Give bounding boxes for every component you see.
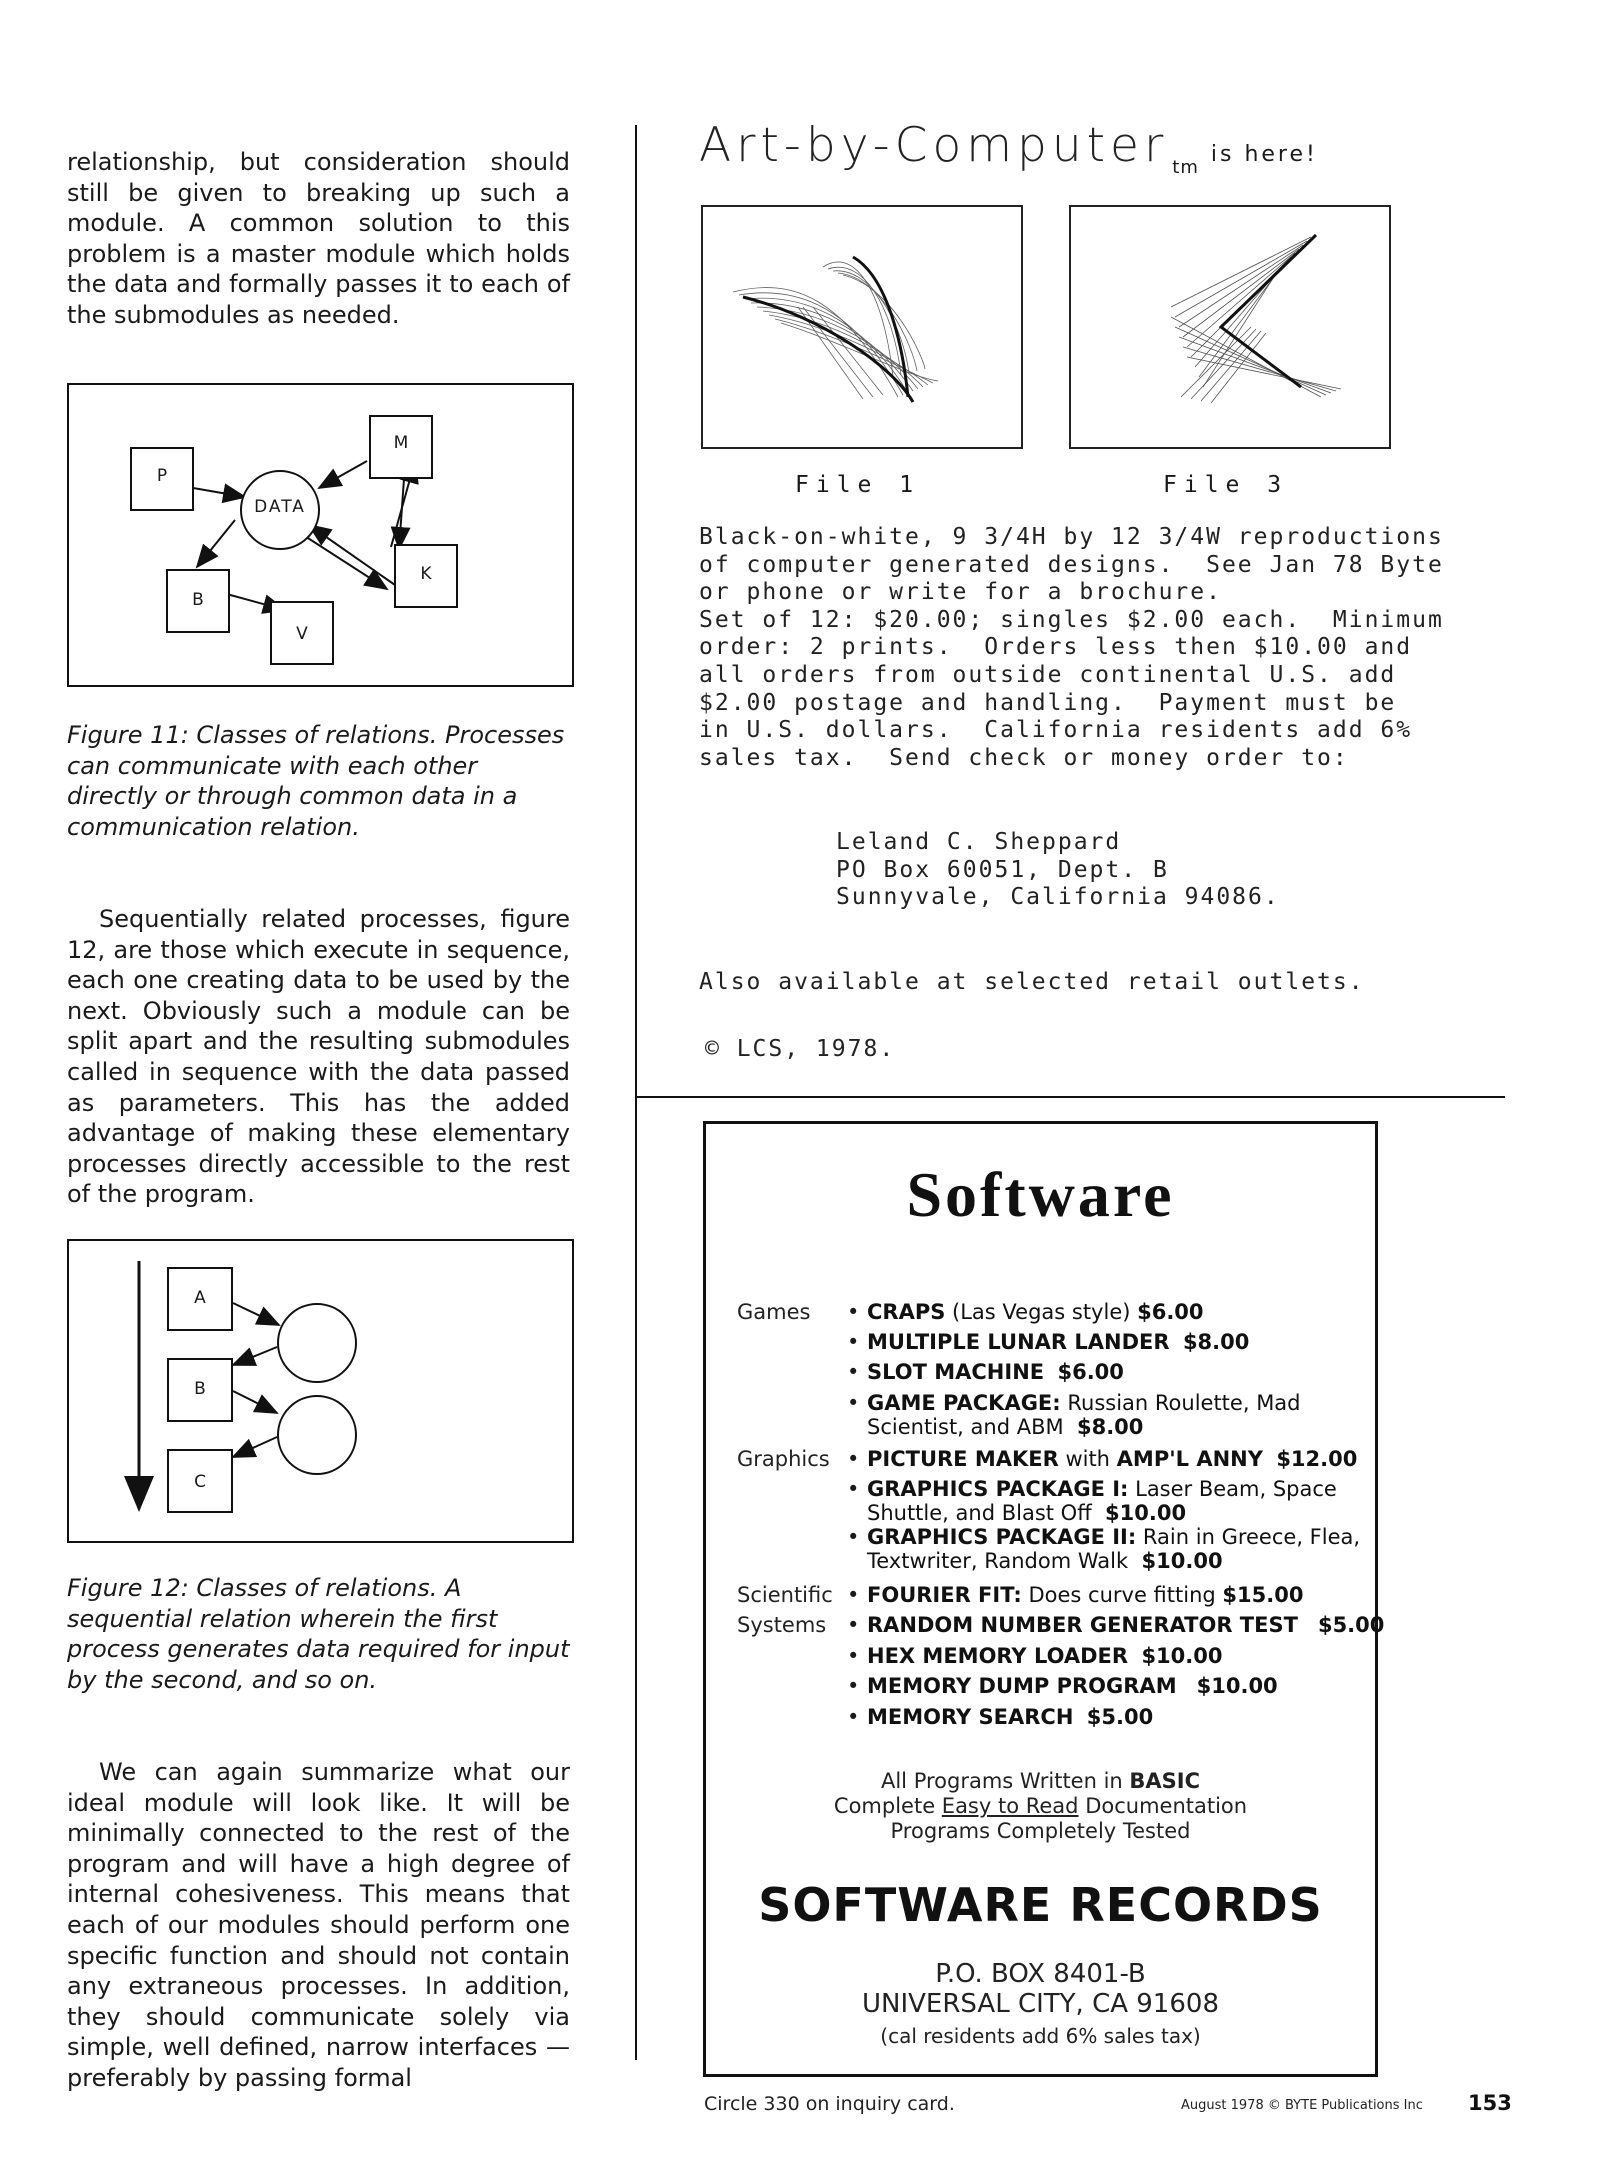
item-name: GRAPHICS PACKAGE II: bbox=[867, 1525, 1137, 1549]
figure-11-caption: Figure 11: Classes of relations. Processes can communicate with each other directly or through common data in a communication relation. bbox=[67, 721, 565, 841]
bullet: • bbox=[847, 1391, 860, 1415]
item-name: PICTURE MAKER bbox=[867, 1447, 1059, 1471]
figure-12-caption: Figure 12: Classes of relations. A sequential relation wherein the first process generates data required for input by the second, and so on. bbox=[67, 1574, 570, 1694]
publication-credit: August 1978 © BYTE Publications Inc bbox=[1181, 2098, 1423, 2113]
art-ad-line: Black-on-white, 9 3/4H by 12 3/4W reproductions bbox=[699, 524, 1444, 550]
paragraph-intro: relationship, but consideration should still be given to breaking up such a module. A common solution to this problem is a master module which holds the data and formally passes it to each of the submodules as needed. bbox=[67, 148, 570, 329]
bullet: • bbox=[847, 1300, 860, 1324]
footer-1-basic: BASIC bbox=[1129, 1769, 1201, 1793]
software-heading: Software bbox=[906, 1159, 1175, 1230]
item-price: $5.00 bbox=[1317, 1613, 1385, 1637]
address-line: Leland C. Sheppard bbox=[836, 829, 1122, 855]
software-address-2: UNIVERSAL CITY, CA 91608 bbox=[862, 1989, 1219, 2019]
bullet: • bbox=[847, 1447, 860, 1471]
process-m: M bbox=[369, 415, 433, 479]
item-desc bbox=[1044, 1360, 1057, 1384]
art-ad-line: or phone or write for a brochure. bbox=[699, 579, 1222, 606]
category-systems: Systems bbox=[737, 1613, 827, 1637]
item-price: $8.00 bbox=[1182, 1330, 1250, 1354]
bullet: • bbox=[847, 1583, 860, 1607]
bullet: • bbox=[847, 1477, 860, 1501]
category-graphics: Graphics bbox=[737, 1447, 830, 1471]
paragraph-summary: We can again summarize what our ideal module will look like. It will be minimally connected to the rest of the program and will have a high degree of internal cohesiveness. This means that each of our modules should perform one specific function and should not contain any extraneous processes. In addition, they should communicate solely via simple, well defined, narrow interfaces — preferably by passing formal bbox=[67, 1758, 570, 2092]
item-random-number-test bbox=[867, 1613, 1384, 1637]
software-footer-3: Programs Completely Tested bbox=[890, 1819, 1191, 1843]
process-v: V bbox=[270, 601, 334, 665]
item-graphics-package-1 bbox=[867, 1477, 1337, 1525]
item-name: MEMORY SEARCH bbox=[867, 1705, 1074, 1729]
item-graphics-package-2 bbox=[867, 1525, 1360, 1573]
item-lunar-lander bbox=[867, 1330, 1249, 1354]
address-line: PO Box 60051, Dept. B bbox=[836, 856, 1169, 883]
art-image-file-1 bbox=[701, 205, 1023, 449]
item-desc-2: Shuttle, and Blast Off bbox=[867, 1501, 1106, 1525]
art-ad-title-suffix: is here! bbox=[1210, 142, 1318, 167]
art-ad-line: $2.00 postage and handling. Payment must be bbox=[699, 689, 1397, 716]
item-desc bbox=[1073, 1705, 1086, 1729]
item-price: $10.00 bbox=[1141, 1644, 1223, 1668]
item-name: FOURIER FIT: bbox=[867, 1583, 1022, 1607]
process-c: C bbox=[167, 1449, 233, 1513]
data-circle-2 bbox=[277, 1395, 357, 1475]
item-desc: with bbox=[1058, 1447, 1117, 1471]
art-image-file-3 bbox=[1069, 205, 1391, 449]
item-name: GRAPHICS PACKAGE I: bbox=[867, 1477, 1129, 1501]
data-circle-1 bbox=[277, 1303, 357, 1383]
figure-12-arrows bbox=[69, 1241, 572, 1541]
art-ad-line: all orders from outside continental U.S. add bbox=[699, 661, 1397, 688]
category-games: Games bbox=[737, 1300, 811, 1324]
ad-separator bbox=[635, 1096, 1505, 1098]
item-name: CRAPS bbox=[867, 1300, 946, 1324]
process-p: P bbox=[130, 447, 194, 511]
item-desc-2: Scientist, and ABM bbox=[867, 1415, 1077, 1439]
footer-1-text: All Programs Written in bbox=[880, 1769, 1130, 1793]
item-slot-machine bbox=[867, 1360, 1124, 1384]
art-image-3-label: File 3 bbox=[1163, 472, 1289, 498]
software-company: SOFTWARE RECORDS bbox=[758, 1878, 1323, 1932]
category-scientific: Scientific bbox=[737, 1583, 833, 1607]
item-price: $10.00 bbox=[1141, 1549, 1223, 1573]
item-price: $15.00 bbox=[1222, 1583, 1304, 1607]
art-ad-title bbox=[699, 118, 1318, 178]
item-desc: Laser Beam, Space bbox=[1128, 1477, 1337, 1501]
footer-2-post: Documentation bbox=[1078, 1794, 1248, 1818]
item-price: $10.00 bbox=[1196, 1674, 1278, 1698]
software-address-1: P.O. BOX 8401-B bbox=[935, 1959, 1146, 1989]
figure-11 bbox=[67, 383, 574, 687]
item-desc bbox=[1177, 1674, 1197, 1698]
item-desc bbox=[1170, 1330, 1183, 1354]
bullet: • bbox=[847, 1674, 860, 1698]
art-ad-copyright: © LCS, 1978. bbox=[705, 1036, 896, 1062]
item-fourier-fit bbox=[867, 1583, 1303, 1607]
column-divider bbox=[635, 125, 637, 2060]
footer-2-pre: Complete bbox=[833, 1794, 942, 1818]
item-desc-2: Textwriter, Random Walk bbox=[867, 1549, 1142, 1573]
software-footer-1 bbox=[703, 1769, 1378, 1793]
item-price: $10.00 bbox=[1105, 1501, 1187, 1525]
art-ad-tm: tm bbox=[1172, 157, 1199, 178]
page-number: 153 bbox=[1468, 2091, 1512, 2115]
bullet: • bbox=[847, 1525, 860, 1549]
art-ad-line: Set of 12: $20.00; singles $2.00 each. Minimum bbox=[699, 606, 1444, 633]
art-ad-address bbox=[836, 829, 1280, 912]
art-ad-line: sales tax. Send check or money order to: bbox=[699, 744, 1349, 771]
art-ad-line: order: 2 prints. Orders less then $10.00 and bbox=[699, 634, 1413, 661]
footer-2-underline: Easy to Read bbox=[941, 1794, 1079, 1818]
item-name: SLOT MACHINE bbox=[867, 1360, 1045, 1384]
process-a: A bbox=[167, 1267, 233, 1331]
item-price: $6.00 bbox=[1057, 1360, 1124, 1384]
process-b: B bbox=[167, 1358, 233, 1422]
data-node-label: DATA bbox=[254, 497, 306, 517]
art-ad-title-text: Art-by-Computer bbox=[699, 118, 1169, 173]
bullet: • bbox=[847, 1330, 860, 1354]
process-k: K bbox=[394, 544, 458, 608]
inquiry-note: Circle 330 on inquiry card. bbox=[704, 2093, 955, 2115]
art-ad-availability: Also available at selected retail outlets. bbox=[699, 969, 1365, 995]
item-name: MEMORY DUMP PROGRAM bbox=[867, 1674, 1177, 1698]
item-price: $6.00 bbox=[1137, 1300, 1204, 1324]
item-hex-memory-loader bbox=[867, 1644, 1222, 1668]
bullet: • bbox=[847, 1644, 860, 1668]
art-image-3-drawing bbox=[1071, 207, 1389, 447]
item-memory-search bbox=[867, 1705, 1153, 1729]
item-picture-maker bbox=[867, 1447, 1357, 1471]
item-price: $5.00 bbox=[1086, 1705, 1154, 1729]
item-price: $12.00 bbox=[1276, 1447, 1358, 1471]
item-craps bbox=[867, 1300, 1204, 1324]
software-footer-2 bbox=[703, 1794, 1378, 1818]
item-desc: (Las Vegas style) bbox=[945, 1300, 1138, 1324]
art-image-1-drawing bbox=[703, 207, 1021, 447]
item-memory-dump bbox=[867, 1674, 1278, 1698]
item-price: $8.00 bbox=[1076, 1415, 1144, 1439]
item-name: RANDOM NUMBER GENERATOR TEST bbox=[867, 1613, 1298, 1637]
item-game-package bbox=[867, 1391, 1301, 1439]
art-ad-line: in U.S. dollars. California residents add 6% bbox=[699, 717, 1413, 744]
bullet: • bbox=[847, 1360, 860, 1384]
paragraph-sequential: Sequentially related processes, figure 12, are those which execute in sequence, each one creating data to be used by the next. Obviously such a module can be split apart and the resulting submodules called in sequence with the data passed as parameters. This has the added advantage of making these elementary processes directly accessible to the rest of the program. bbox=[67, 905, 570, 1209]
bullet: • bbox=[847, 1705, 860, 1729]
item-name: HEX MEMORY LOADER bbox=[867, 1644, 1129, 1668]
data-node bbox=[240, 470, 320, 550]
address-line: Sunnyvale, California 94086. bbox=[836, 884, 1280, 911]
item-desc: Rain in Greece, Flea, bbox=[1136, 1525, 1361, 1549]
item-desc: Does curve fitting bbox=[1021, 1583, 1223, 1607]
item-desc: Russian Roulette, Mad bbox=[1060, 1391, 1301, 1415]
bullet: • bbox=[847, 1613, 860, 1637]
process-b: B bbox=[166, 569, 230, 633]
art-image-1-label: File 1 bbox=[795, 472, 921, 498]
item-desc bbox=[1298, 1613, 1318, 1637]
art-ad-body bbox=[699, 524, 1444, 772]
item-name-2: AMP'L ANNY bbox=[1116, 1447, 1263, 1471]
item-name: MULTIPLE LUNAR LANDER bbox=[867, 1330, 1170, 1354]
figure-12 bbox=[67, 1239, 574, 1543]
item-name: GAME PACKAGE: bbox=[867, 1391, 1061, 1415]
software-tax-note: (cal residents add 6% sales tax) bbox=[880, 2024, 1201, 2048]
item-desc bbox=[1128, 1644, 1141, 1668]
art-ad-line: of computer generated designs. See Jan 78 Byte bbox=[699, 551, 1444, 578]
